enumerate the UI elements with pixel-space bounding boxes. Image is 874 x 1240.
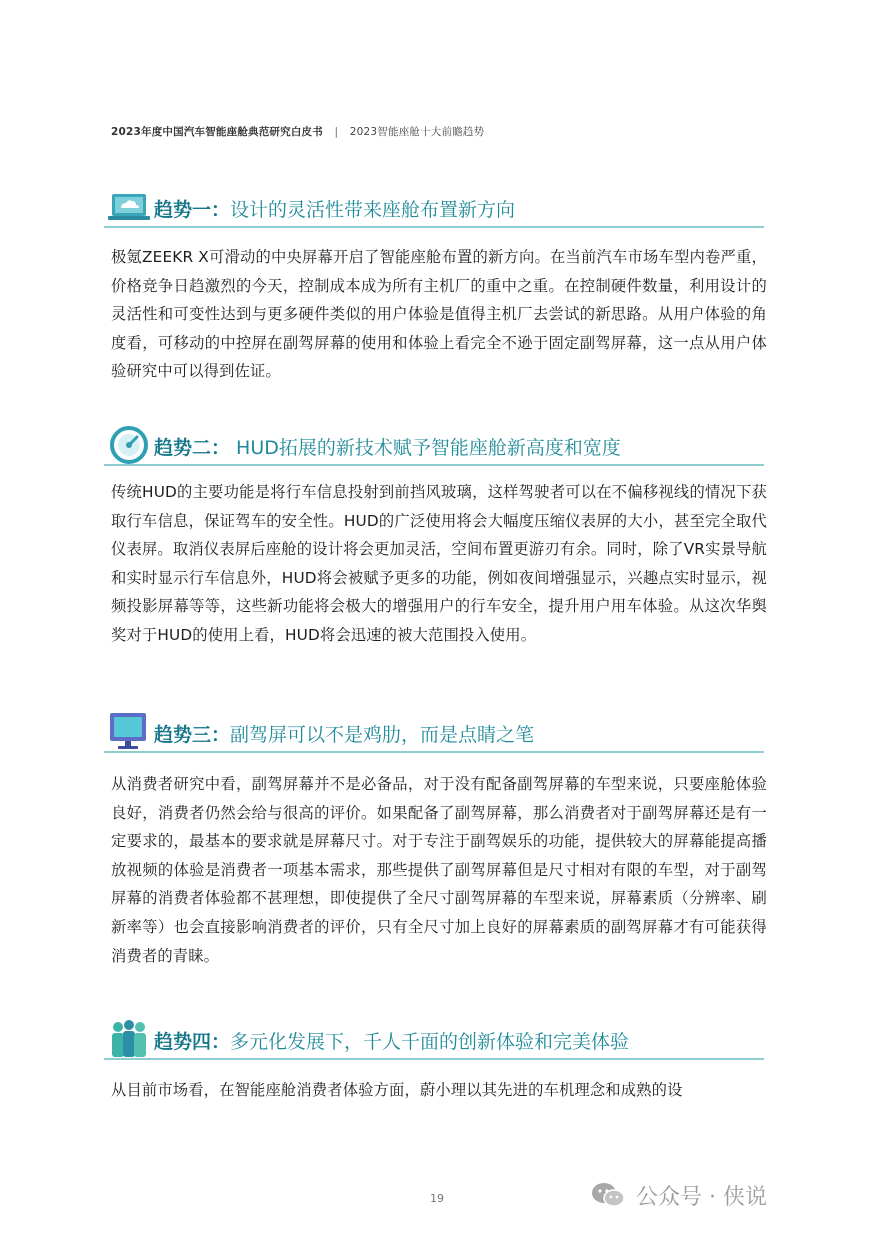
page-number: 19	[430, 1192, 444, 1205]
laptop-cloud-icon	[106, 186, 152, 226]
trend-3-label: 趋势三：	[154, 724, 231, 746]
trend-2-label: 趋势二：	[154, 437, 231, 459]
trend-1-title-text: 设计的灵活性带来座舱布置新方向	[230, 199, 516, 221]
trend-1-title	[154, 195, 515, 222]
trend-4-paragraph: 从目前市场看，在智能座舱消费者体验方面，蔚小理以其先进的车机理念和成熟的设	[111, 1081, 683, 1099]
section-name: 2023智能座舱十大前瞻趋势	[349, 126, 485, 138]
trend-4-label: 趋势四：	[154, 1031, 231, 1053]
trend-4-title-text: 多元化发展下，千人千面的创新体验和完美体验	[230, 1031, 630, 1053]
trend-2-heading	[104, 422, 764, 466]
watermark-text: 公众号 · 侠说	[636, 1184, 767, 1210]
trend-3-divider	[104, 751, 764, 753]
people-group-icon	[106, 1018, 152, 1058]
trend-2-title	[154, 433, 621, 460]
trend-3-paragraph: 从消费者研究中看，副驾屏幕并不是必备品，对于没有配备副驾屏幕的车型来说，只要座舱体验良好，消费者仍然会给与很高的评价。如果配备了副驾屏幕，那么消费者对于副驾屏幕还是有一定要求的，最基本的要求就是屏幕尺寸。对于专注于副驾娱乐的功能，提供较大的屏幕能提高播放视频的体验是消费者一项基本需求，那些提供了副驾屏幕但是尺寸相对有限的车型，对于副驾屏幕的消费者体验都不甚理想，即使提供了全尺寸副驾屏幕的车型来说，屏幕素质（分辨率、刷新率等）也会直接影响消费者的评价，只有全尺寸加上良好的屏幕素质的副驾屏幕才有可能获得消费者的青睐。	[111, 775, 767, 965]
trend-1-paragraph: 极氪ZEEKR X可滑动的中央屏幕开启了智能座舱布置的新方向。在当前汽车市场车型内卷严重，价格竞争日趋激烈的今天，控制成本成为所有主机厂的重中之重。在控制硬件数量，利用设计的灵活性和可变性达到与更多硬件类似的用户体验是值得主机厂去尝试的新思路。从用户体验的角度看，可移动的中控屏在副驾屏幕的使用和体验上看完全不逊于固定副驾屏幕，这一点从用户体验研究中可以得到佐证。	[111, 248, 767, 381]
monitor-icon	[106, 711, 152, 751]
trend-2-paragraph: 传统HUD的主要功能是将行车信息投射到前挡风玻璃，这样驾驶者可以在不偏移视线的情况下获取行车信息，保证驾车的安全性。HUD的广泛使用将会大幅度压缩仪表屏的大小，甚至完全取代仪表屏。取消仪表屏后座舱的设计将会更加灵活，空间布置更游刃有余。同时，除了VR实景导航和实时显示行车信息外，HUD将会被赋予更多的功能，例如夜间增强显示，兴趣点实时显示，视频投影屏幕等等，这些新功能将会极大的增强用户的行车安全，提升用户用车体验。从这次华舆奖对于HUD的使用上看，HUD将会迅速的被大范围投入使用。	[111, 483, 767, 644]
watermark	[590, 1175, 767, 1215]
trend-2-title-text: HUD拓展的新技术赋予智能座舱新高度和宽度	[230, 437, 621, 459]
wechat-icon	[590, 1180, 626, 1210]
trend-4-title	[154, 1027, 629, 1054]
trend-3-heading	[104, 709, 764, 753]
trend-2-divider	[104, 464, 764, 466]
trend-1-label: 趋势一：	[154, 199, 231, 221]
trend-1-divider	[104, 226, 764, 228]
header-separator: |	[334, 126, 339, 138]
speedometer-icon	[106, 424, 152, 464]
trend-3-title-text: 副驾屏可以不是鸡肋，而是点睛之笔	[230, 724, 535, 746]
trend-1-heading	[104, 184, 764, 228]
trend-4-heading	[104, 1016, 764, 1060]
trend-3-title	[154, 720, 534, 747]
trend-4-divider	[104, 1058, 764, 1060]
document-title: 2023年度中国汽车智能座舱典范研究白皮书	[111, 126, 323, 138]
running-header	[111, 124, 484, 139]
